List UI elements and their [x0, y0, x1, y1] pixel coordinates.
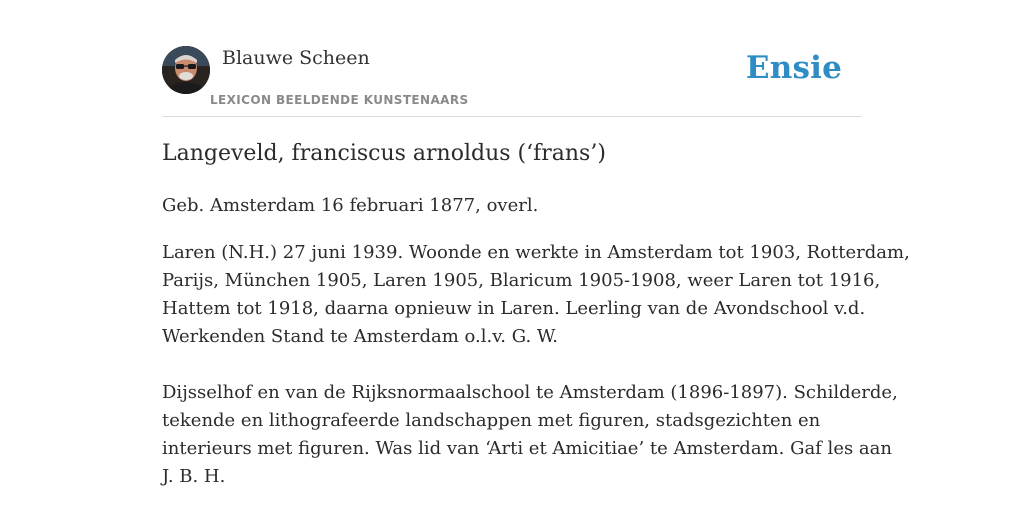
article-lead: Geb. Amsterdam 16 februari 1877, overl. [162, 195, 539, 216]
paragraph-line: Werkenden Stand te Amsterdam o.l.v. G. W. [162, 326, 558, 347]
paragraph-line: Hattem tot 1918, daarna opnieuw in Laren. Leerling van de Avondschool v.d. [162, 298, 866, 319]
article-paragraph [162, 239, 910, 351]
category-label[interactable]: LEXICON BEELDENDE KUNSTENAARS [210, 93, 469, 107]
article-body [162, 239, 910, 512]
paragraph-line: Laren (N.H.) 27 juni 1939. Woonde en werkte in Amsterdam tot 1903, Rotterdam, [162, 242, 910, 263]
article-title: Langeveld, franciscus arnoldus (‘frans’) [162, 141, 606, 166]
paragraph-line: interieurs met figuren. Was lid van ‘Arti et Amicitiae’ te Amsterdam. Gaf les aan [162, 438, 892, 459]
avatar-photo-icon [162, 46, 210, 94]
paragraph-line: Dijsselhof en van de Rijksnormaalschool te Amsterdam (1896-1897). Schilderde, [162, 382, 898, 403]
paragraph-line: Parijs, München 1905, Laren 1905, Blaricum 1905-1908, weer Laren tot 1916, [162, 270, 881, 291]
paragraph-line: J. B. H. [162, 466, 226, 487]
paragraph-line: tekende en lithografeerde landschappen met figuren, stadsgezichten en [162, 410, 821, 431]
author-name[interactable]: Blauwe Scheen [222, 47, 370, 69]
header [162, 46, 862, 117]
ensie-logo[interactable]: Ensie [745, 50, 842, 86]
author-avatar[interactable] [162, 46, 210, 94]
article-paragraph [162, 379, 898, 491]
